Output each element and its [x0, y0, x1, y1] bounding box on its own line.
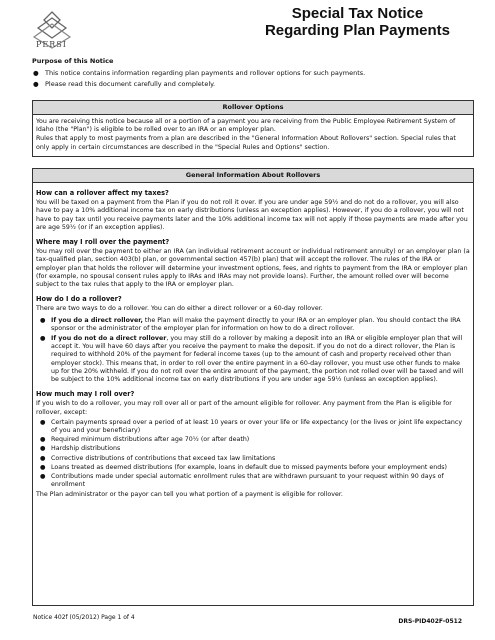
question-how: How do I do a rollover?: [36, 295, 122, 304]
question-how-much: How much may I roll over?: [36, 390, 135, 399]
bullet-icon: ●: [40, 473, 46, 481]
general-info-heading: General Information About Rollovers: [33, 169, 473, 183]
list-item: ● Contributions made under special automatic enrollment rules that are withdrawn pursuant to your request within 90 days of enrollment: [40, 473, 444, 489]
purpose-list: [32, 68, 365, 90]
footer-page-info: Notice 402f (05/2012) Page 1 of 4: [33, 614, 135, 621]
answer-how-much: If you wish to do a rollover, you may roll over all or part of the amount eligible for rollover. Any payment from the Plan is eligible for rollover, except:: [36, 400, 452, 416]
bullet-icon: ●: [40, 445, 46, 453]
bullet-icon: ●: [40, 316, 46, 324]
exceptions-list: [36, 419, 470, 490]
rollover-options-heading: Rollover Options: [33, 101, 473, 115]
bullet-icon: ●: [40, 335, 46, 343]
closing-text: The Plan administrator or the payor can tell you what portion of a payment is eligible for rollover.: [36, 490, 343, 498]
footer-form-id: DRS-PID402F-0512: [398, 618, 462, 625]
question-taxes: How can a rollover affect my taxes?: [36, 189, 169, 197]
logo-text: PERSI: [36, 40, 67, 49]
list-item: ● Corrective distributions of contributions that exceed tax law limitations: [40, 454, 276, 462]
rollover-options-box: [32, 100, 474, 157]
purpose-heading: Purpose of this Notice: [32, 57, 114, 65]
general-info-box: [32, 168, 474, 606]
list-item: ● If you do a direct rollover, the Plan will make the payment directly to your IRA or an employer plan. You should contact the IRA sponsor or the administrator of the employer plan for information on how to do a direct rollover.: [40, 316, 461, 332]
bullet-icon: ●: [40, 436, 46, 444]
list-item: ● Hardship distributions: [40, 445, 121, 453]
bullet-icon: ●: [40, 463, 46, 471]
answer-taxes: You will be taxed on a payment from the Plan if you do not roll it over. If you are under age 59½ and do not do a rollover, you will also have to pay a 10% additional income tax on early distributions (unless an exception applies). However, if you do a rollover, you will not have to pay tax until you receive payments later and the 10% additional income tax will not apply if those payments are made after you are age 59½ (or if an exception applies).: [36, 199, 468, 231]
bullet-icon: ●: [33, 69, 39, 77]
rollover-options-para-2: Rules that apply to most payments from a plan are described in the "General Information About Rollovers" section. Special rules that only apply in certain circumstances are described in the "Special Rules and Options" section.: [36, 135, 456, 151]
answer-how: There are two ways to do a rollover. You can do either a direct rollover or a 60-day rollover.: [36, 305, 323, 313]
page-title: [200, 5, 475, 39]
question-where: Where may I roll over the payment?: [36, 238, 170, 247]
bullet-icon: ●: [33, 80, 39, 88]
list-item: ● If you do not do a direct rollover, you may still do a rollover by making a deposit into an IRA or eligible employer plan that will accept it. You will have 60 days after you receive the payment to make the deposit. If you do not do a direct rollover, the Plan is required to withhold 20% of the payment for federal income taxes (up to the amount of cash and property received other than employer stock). This means that, in order to roll over the entire payment in a 60-day rollover, you must use other funds to make up for the 20% withheld. If you do not roll over the entire amount of the payment, the portion not rolled over will be taxed and will be subject to the 10% additional income tax on early distributions if you are under age 59½ (unless an exception applies).: [40, 335, 464, 384]
title-line-1: Special Tax Notice: [291, 5, 424, 22]
list-item: ● Please read this document carefully and completely.: [33, 80, 216, 88]
answer-where: You may roll over the payment to either an IRA (an individual retirement account or individual retirement annuity) or an employer plan (a tax-qualified plan, section 403(b) plan, or governmental section 457(b) plan) that will accept the rollover. The rules of the IRA or employer plan that holds the rollover will determine your investment options, fees, and rights to payment from the IRA or employer plan (for example, no spousal consent rules apply to IRAs and IRAs may not provide loans). Further, the amount rolled over will become subject to the tax rules that apply to the IRA or employer plan.: [36, 248, 470, 289]
list-item: ● Loans treated as deemed distributions (for example, loans in default due to missed payments before your employment ends): [40, 463, 447, 471]
list-item: ● This notice contains information regarding plan payments and rollover options for such payments.: [33, 69, 366, 77]
rollover-options-para-1: You are receiving this notice because all or a portion of a payment you are receiving from the Public Employee Retirement System of Idaho (the "Plan") is eligible to be rolled over to an IRA or an employer plan.: [36, 118, 456, 134]
list-item: ● Required minimum distributions after age 70½ (or after death): [40, 436, 250, 444]
bullet-icon: ●: [40, 418, 46, 426]
list-item: ● Certain payments spread over a period of at least 10 years or over your life or life expectancy (or the lives or joint life expectancy of you and your beneficiary): [40, 418, 463, 435]
title-line-2: Regarding Plan Payments: [264, 22, 451, 39]
rollover-methods-list: [36, 317, 470, 385]
bullet-icon: ●: [40, 454, 46, 462]
